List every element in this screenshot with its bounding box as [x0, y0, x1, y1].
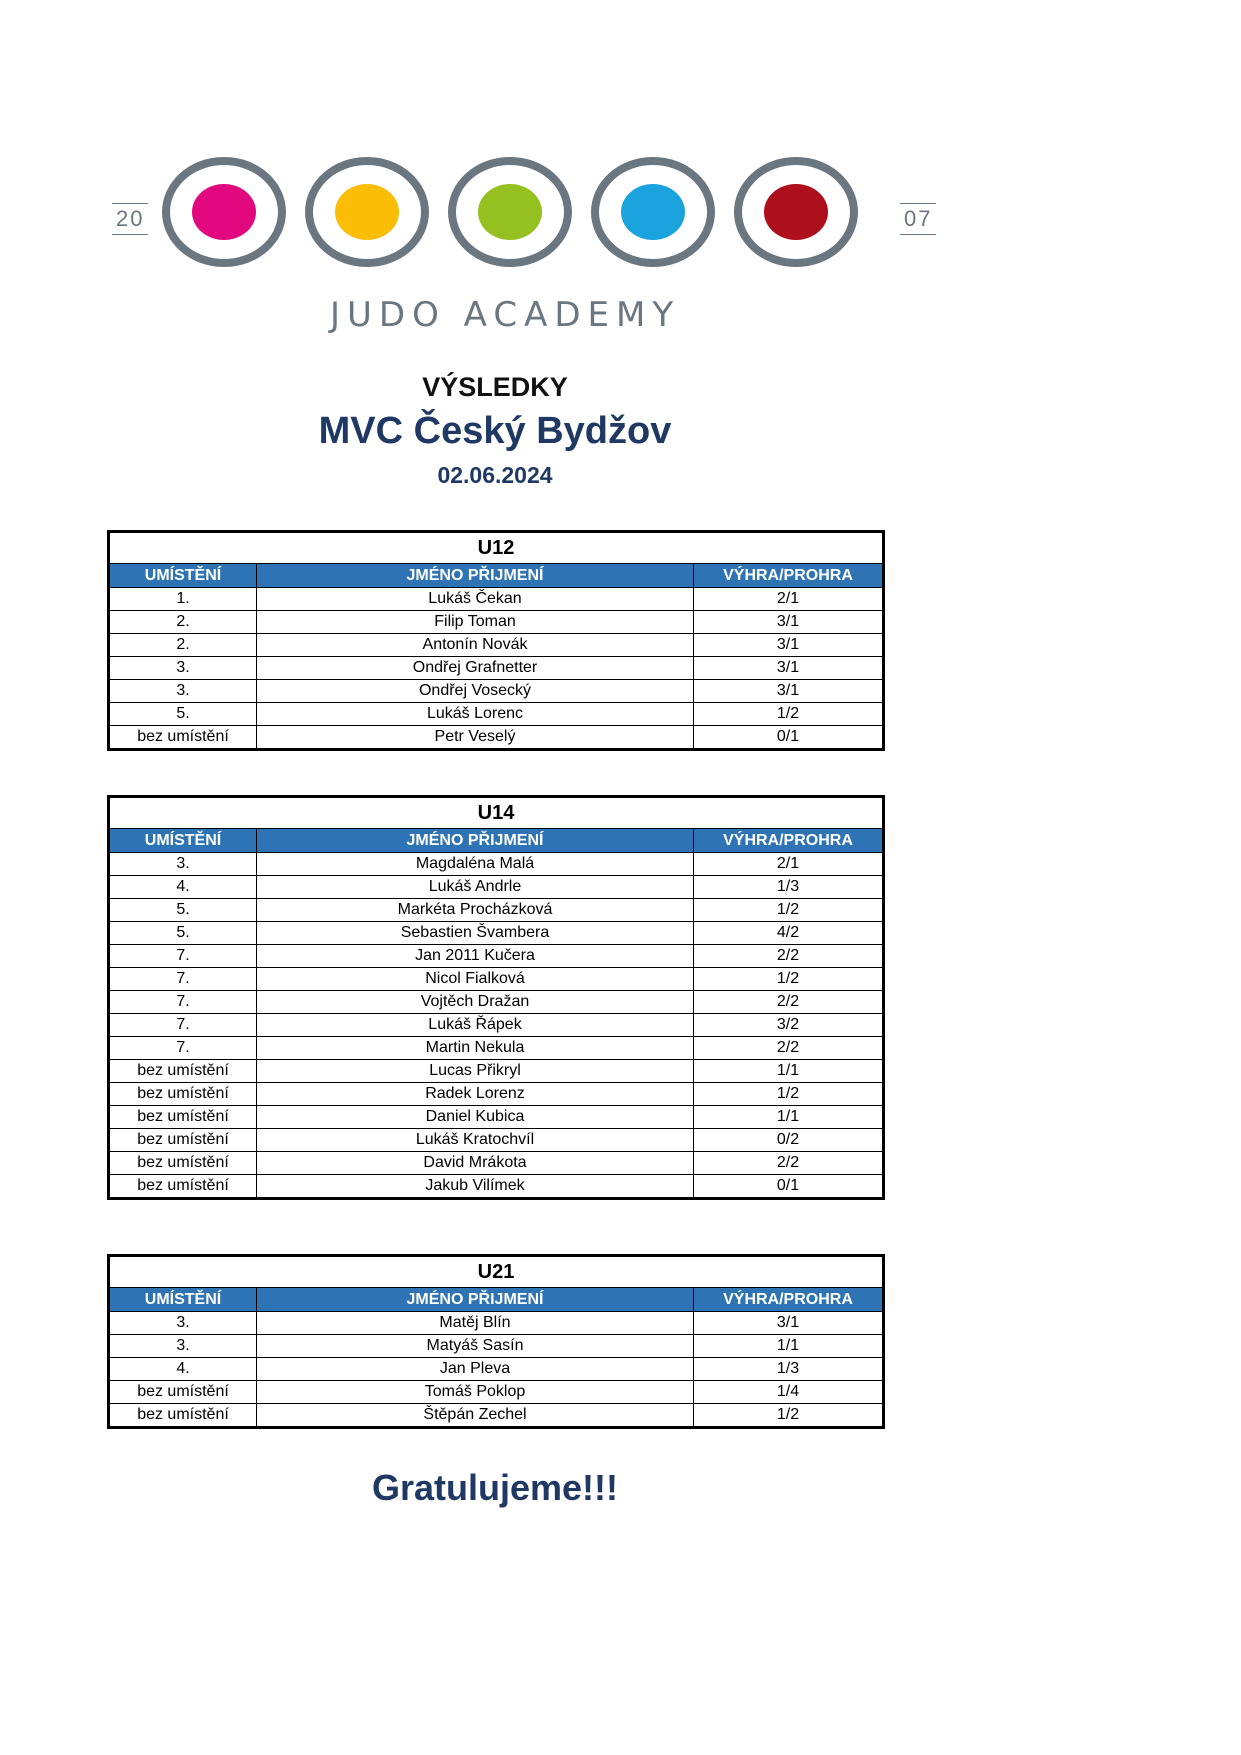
placement-cell: 4. [109, 1358, 257, 1381]
column-header-placement: UMÍSTĚNÍ [109, 829, 257, 853]
placement-cell: bez umístění [109, 1060, 257, 1083]
record-cell: 3/1 [694, 680, 884, 703]
table-row [109, 1106, 884, 1129]
table-row [109, 922, 884, 945]
record-cell: 1/2 [694, 899, 884, 922]
table-row [109, 1037, 884, 1060]
record-cell: 3/1 [694, 1312, 884, 1335]
record-cell: 1/2 [694, 1404, 884, 1428]
name-cell: Markéta Procházková [257, 899, 694, 922]
table-row [109, 853, 884, 876]
column-header-name: JMÉNO PŘIJMENÍ [257, 564, 694, 588]
table-row [109, 588, 884, 611]
record-cell: 2/2 [694, 945, 884, 968]
name-cell: Lukáš Lorenc [257, 703, 694, 726]
table-row [109, 657, 884, 680]
results-title: VÝSLEDKY [422, 372, 568, 402]
name-cell: Lukáš Řápek [257, 1014, 694, 1037]
results-table-u12 [107, 530, 885, 751]
name-cell: Štěpán Zechel [257, 1404, 694, 1428]
logo-dot-red [764, 184, 828, 240]
column-header-placement: UMÍSTĚNÍ [109, 1288, 257, 1312]
name-cell: Nicol Fialková [257, 968, 694, 991]
table-row [109, 611, 884, 634]
name-cell: Martin Nekula [257, 1037, 694, 1060]
name-cell: Sebastien Švambera [257, 922, 694, 945]
column-header-placement: UMÍSTĚNÍ [109, 564, 257, 588]
event-title: MVC Český Bydžov [318, 410, 672, 452]
column-header-record: VÝHRA/PROHRA [694, 1288, 884, 1312]
logo-dot-yellow [335, 184, 399, 240]
name-cell: Filip Toman [257, 611, 694, 634]
placement-cell: 3. [109, 853, 257, 876]
placement-cell: bez umístění [109, 1129, 257, 1152]
placement-cell: bez umístění [109, 1083, 257, 1106]
record-cell: 3/2 [694, 1014, 884, 1037]
table-row [109, 968, 884, 991]
logo-ring-5 [734, 157, 858, 267]
name-cell: Jan 2011 Kučera [257, 945, 694, 968]
placement-cell: 7. [109, 968, 257, 991]
name-cell: Ondřej Vosecký [257, 680, 694, 703]
logo-ring-1 [162, 157, 286, 267]
placement-cell: 3. [109, 680, 257, 703]
table-row [109, 634, 884, 657]
table-row [109, 945, 884, 968]
column-header-record: VÝHRA/PROHRA [694, 829, 884, 853]
placement-cell: 7. [109, 991, 257, 1014]
name-cell: Jakub Vilímek [257, 1175, 694, 1199]
placement-cell: bez umístění [109, 726, 257, 750]
placement-cell: bez umístění [109, 1106, 257, 1129]
table-row [109, 876, 884, 899]
name-cell: Jan Pleva [257, 1358, 694, 1381]
placement-cell: 3. [109, 1312, 257, 1335]
name-cell: Tomáš Poklop [257, 1381, 694, 1404]
record-cell: 1/1 [694, 1060, 884, 1083]
table-row [109, 1404, 884, 1428]
record-cell: 2/2 [694, 1152, 884, 1175]
logo-ring-2 [305, 157, 429, 267]
results-table-u21 [107, 1254, 885, 1429]
placement-cell: bez umístění [109, 1152, 257, 1175]
record-cell: 1/3 [694, 1358, 884, 1381]
name-cell: David Mrákota [257, 1152, 694, 1175]
record-cell: 1/1 [694, 1335, 884, 1358]
record-cell: 1/4 [694, 1381, 884, 1404]
column-header-name: JMÉNO PŘIJMENÍ [257, 1288, 694, 1312]
record-cell: 2/2 [694, 1037, 884, 1060]
table-row [109, 991, 884, 1014]
table-row [109, 1129, 884, 1152]
record-cell: 0/1 [694, 726, 884, 750]
event-date: 02.06.2024 [437, 462, 553, 488]
record-cell: 2/2 [694, 991, 884, 1014]
placement-cell: 4. [109, 876, 257, 899]
record-cell: 3/1 [694, 657, 884, 680]
record-cell: 4/2 [694, 922, 884, 945]
placement-cell: bez umístění [109, 1175, 257, 1199]
record-cell: 0/1 [694, 1175, 884, 1199]
placement-cell: 2. [109, 634, 257, 657]
table-row [109, 1381, 884, 1404]
name-cell: Ondřej Grafnetter [257, 657, 694, 680]
placement-cell: 2. [109, 611, 257, 634]
record-cell: 1/1 [694, 1106, 884, 1129]
record-cell: 3/1 [694, 611, 884, 634]
placement-cell: 5. [109, 922, 257, 945]
placement-cell: 3. [109, 1335, 257, 1358]
table-row [109, 1358, 884, 1381]
name-cell: Magdaléna Malá [257, 853, 694, 876]
column-header-name: JMÉNO PŘIJMENÍ [257, 829, 694, 853]
table-row [109, 1175, 884, 1199]
placement-cell: 5. [109, 703, 257, 726]
placement-cell: bez umístění [109, 1404, 257, 1428]
record-cell: 1/3 [694, 876, 884, 899]
name-cell: Daniel Kubica [257, 1106, 694, 1129]
name-cell: Petr Veselý [257, 726, 694, 750]
category-title: U12 [109, 532, 884, 564]
placement-cell: 7. [109, 1037, 257, 1060]
table-row [109, 1335, 884, 1358]
placement-cell: 3. [109, 657, 257, 680]
logo-dot-blue [621, 184, 685, 240]
logo-ring-3 [448, 157, 572, 267]
table-row [109, 680, 884, 703]
record-cell: 2/1 [694, 588, 884, 611]
placement-cell: 7. [109, 945, 257, 968]
table-row [109, 1083, 884, 1106]
results-table-u14 [107, 795, 885, 1200]
name-cell: Matyáš Sasín [257, 1335, 694, 1358]
logo-ring-4 [591, 157, 715, 267]
logo-dot-magenta [192, 184, 256, 240]
table-row [109, 1014, 884, 1037]
record-cell: 0/2 [694, 1129, 884, 1152]
name-cell: Lucas Přikryl [257, 1060, 694, 1083]
placement-cell: 7. [109, 1014, 257, 1037]
table-row [109, 899, 884, 922]
table-row [109, 726, 884, 750]
name-cell: Antonín Novák [257, 634, 694, 657]
placement-cell: 5. [109, 899, 257, 922]
table-row [109, 1152, 884, 1175]
column-header-record: VÝHRA/PROHRA [694, 564, 884, 588]
table-row [109, 703, 884, 726]
logo-year-left: 20 [112, 203, 148, 235]
name-cell: Lukáš Čekan [257, 588, 694, 611]
name-cell: Radek Lorenz [257, 1083, 694, 1106]
record-cell: 3/1 [694, 634, 884, 657]
logo-year-right: 07 [900, 203, 936, 235]
name-cell: Vojtěch Dražan [257, 991, 694, 1014]
name-cell: Lukáš Kratochvíl [257, 1129, 694, 1152]
placement-cell: bez umístění [109, 1381, 257, 1404]
table-row [109, 1060, 884, 1083]
name-cell: Lukáš Andrle [257, 876, 694, 899]
record-cell: 1/2 [694, 703, 884, 726]
category-title: U21 [109, 1256, 884, 1288]
logo-dot-green [478, 184, 542, 240]
record-cell: 2/1 [694, 853, 884, 876]
name-cell: Matěj Blín [257, 1312, 694, 1335]
logo-wordmark: JUDO ACADEMY [330, 295, 681, 335]
table-row [109, 1312, 884, 1335]
record-cell: 1/2 [694, 1083, 884, 1106]
judo-academy-logo [110, 155, 940, 355]
placement-cell: 1. [109, 588, 257, 611]
category-title: U14 [109, 797, 884, 829]
record-cell: 1/2 [694, 968, 884, 991]
congratulations-text: Gratulujeme!!! [371, 1467, 619, 1508]
